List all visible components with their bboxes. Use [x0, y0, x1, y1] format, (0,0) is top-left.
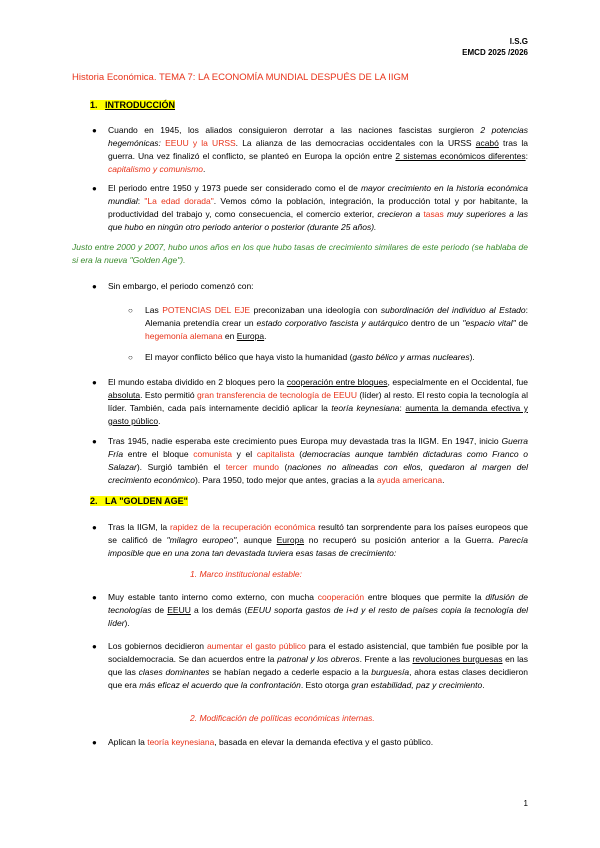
bullet-icon: ●: [92, 523, 97, 532]
bullet-icon: ●: [92, 437, 97, 446]
header-initials: I.S.G: [509, 37, 528, 46]
paragraph-intro-3: Sin embargo, el periodo comenzó con:: [108, 281, 254, 291]
section-heading-introduccion: 1. INTRODUCCIÓN: [90, 100, 176, 110]
paragraph-golden-1: Tras la IIGM, la rapidez de la recuperación económica resultó tan sorprendente para los países europeos que se calificó de "milagro europeo", aunque Europa no recuperó su posición anterior a la Guerra. Parecía imposible que en una zona tan devastada tuviera esas tasas de crecimiento:: [108, 522, 528, 558]
paragraph-golden-3: Los gobiernos decidieron aumentar el gasto público para el estado asistencial, que también fue posible por la socialdemocracia. Se dan acuerdos entre la patronal y los obreros. Frente a las revoluciones burguesas en las que las clases dominantes se habían negado a cederle espacio a la burguesía, ahora estas clases decidieron que era más eficaz el acuerdo que la confrontación. Esto otorga gran estabilidad, paz y crecimiento.: [108, 641, 529, 690]
bullet-icon: ●: [92, 593, 97, 602]
header-course: EMCD 2025 /2026: [462, 48, 528, 57]
bullet-icon: ●: [92, 282, 97, 291]
paragraph-golden-2: Muy estable tanto interno como externo, con mucha cooperación entre bloques que permite la difusión de tecnologías de EEUU a los demás (EEUU soporta gastos de i+d y el resto de países copia la tecnología del líder).: [108, 592, 528, 628]
bullet-icon: ●: [92, 126, 97, 135]
header-block: [462, 36, 528, 58]
sub-paragraph-conflicto: El mayor conflicto bélico que haya visto la humanidad (gasto bélico y armas nucleares).: [145, 352, 475, 362]
sub-bullet-icon: ○: [128, 306, 133, 315]
green-note: Justo entre 2000 y 2007, hubo unos años en los que hubo tasas de crecimiento similares de este periodo (se hablaba de si era la nueva "Golden Age").: [72, 242, 528, 265]
paragraph-intro-4: El mundo estaba dividido en 2 bloques pero la cooperación entre bloques, especialmente en el Occidental, fue absoluta. Esto permitió gran transferencia de tecnología de EEUU (líder) al resto. El resto copia la tecnología al líder. También, cada país internamente decidió aplicar la teoría keynesiana: aumenta la demanda efectiva y gasto público.: [108, 377, 529, 426]
bullet-icon: ●: [92, 378, 97, 387]
bullet-icon: ●: [92, 184, 97, 193]
paragraph-intro-2: El periodo entre 1950 y 1973 puede ser considerado como el de mayor crecimiento en la historia económica mundial: "La edad dorada". Vemos cómo la población, integración, la producción total y por habitante, la productividad del trabajo y, como consecuencia, el comercio exterior, crecieron a tasas muy superiores a las que hubo en ningún otro periodo anterior o posterior (durante 25 años).: [108, 183, 528, 232]
page-number: 1: [523, 799, 528, 808]
paragraph-intro-1: Cuando en 1945, los aliados consiguieron derrotar a las naciones fascistas surgieron 2 potencias hegemónicas: EEUU y la URSS. La alianza de las democracias occidentales con la URSS acabó tras la guerra. Una vez finalizó el conflicto, se planteó en Europa la opción entre 2 sistemas económicos diferentes: capitalismo y comunismo.: [108, 125, 528, 174]
bullet-icon: ●: [92, 738, 97, 747]
paragraph-intro-5: Tras 1945, nadie esperaba este crecimiento pues Europa muy devastada tras la IIGM. En 1947, inicio Guerra Fría entre el bloque comunista y el capitalista (democracias aunque también dictaduras como Franco o Salazar). Surgió también el tercer mundo (naciones no alineadas con ellos, quedaron al margen del crecimiento económico). Para 1950, todo mejor que antes, gracias a la ayuda americana.: [108, 436, 528, 485]
paragraph-golden-4: Aplican la teoría keynesiana, basada en elevar la demanda efectiva y el gasto público.: [108, 737, 434, 747]
subheading-politicas-internas: 2. Modificación de políticas económicas internas.: [190, 713, 375, 723]
section-heading-golden-age: 2. LA "GOLDEN AGE": [90, 496, 188, 506]
subheading-marco-institucional: 1. Marco institucional estable:: [190, 569, 302, 579]
document-title: Historia Económica. TEMA 7: LA ECONOMÍA MUNDIAL DESPUÉS DE LA IIGM: [72, 72, 409, 83]
sub-bullet-icon: ○: [128, 353, 133, 362]
bullet-icon: ●: [92, 642, 97, 651]
sub-paragraph-eje: Las POTENCIAS DEL EJE preconizaban una ideología con subordinación del individuo al Estado: Alemania pretendía crear un estado corporativo fascista y autárquico dentro de un "espacio vital" de hegemonía alemana en Europa.: [145, 305, 528, 341]
